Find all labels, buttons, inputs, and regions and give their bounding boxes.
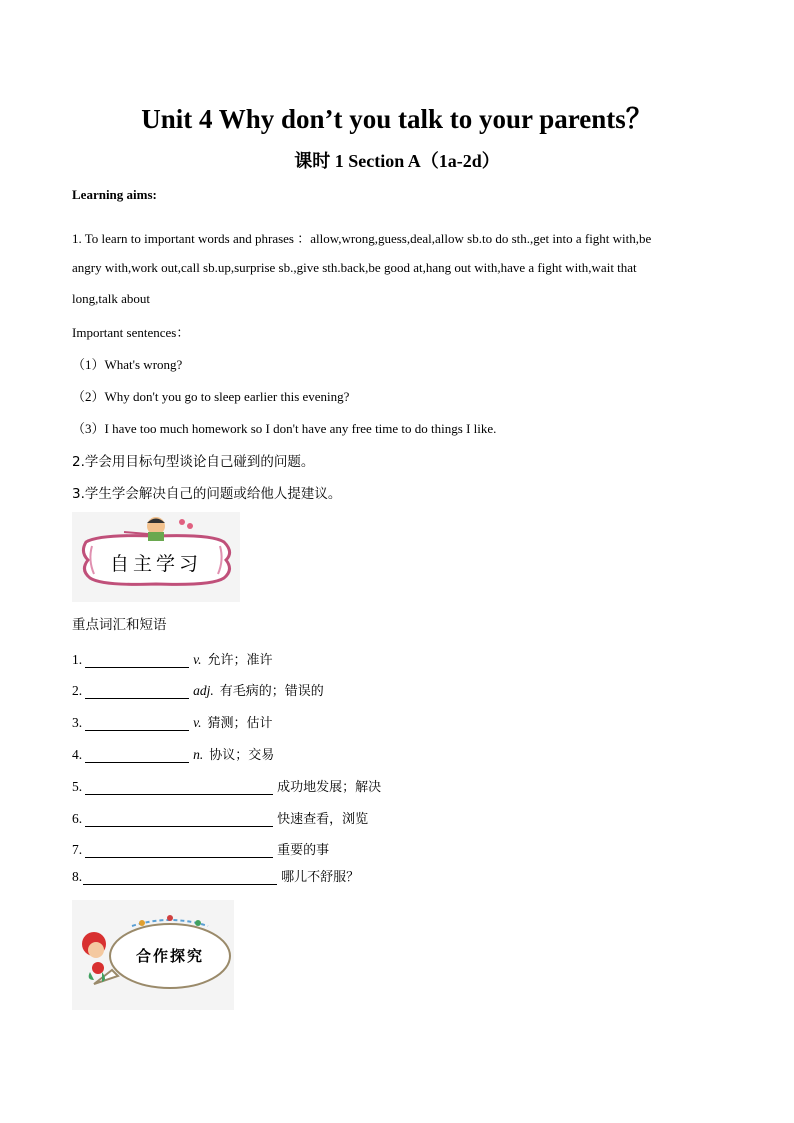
aim-3: 3.学生学会解决自己的问题或给他人提建议。	[72, 486, 342, 502]
aims-heading: Learning aims:	[72, 187, 157, 202]
vocab-row	[72, 744, 274, 763]
vocab-heading: 重点词汇和短语	[72, 617, 167, 633]
aim1-line-3: long,talk about	[72, 291, 150, 306]
important-sentences-label: Important sentences：	[72, 325, 190, 340]
sentence-2: （2）Why don't you go to sleep earlier this evening?	[72, 389, 350, 404]
vocab-gloss: 成功地发展；解决	[277, 780, 382, 795]
vocab-row	[72, 776, 381, 795]
aim1-line-2: angry with,work out,call sb.up,surprise sb.,give sth.back,be good at,hang out with,have a fight with,wait that	[72, 260, 637, 275]
self-study-label: 自主学习	[109, 553, 202, 575]
vocab-number: 7.	[72, 842, 83, 857]
vocab-gloss: 有毛病的；错误的	[219, 684, 324, 699]
self-study-badge	[72, 512, 240, 602]
answer-blank[interactable]	[85, 843, 273, 858]
vocab-gloss: 猜测；估计	[207, 716, 273, 731]
vocab-gloss: 协议；交易	[209, 748, 275, 763]
sentence-3: （3）I have too much homework so I don't have any free time to do things I like.	[72, 421, 497, 436]
answer-blank[interactable]	[85, 812, 273, 827]
vocab-row	[72, 649, 273, 668]
vocab-number: 5.	[72, 779, 83, 794]
vocab-row	[72, 839, 329, 858]
vocab-gloss: 重要的事	[277, 843, 330, 858]
answer-blank[interactable]	[85, 716, 189, 731]
answer-blank[interactable]	[85, 653, 189, 668]
vocab-gloss: 允许；准许	[207, 653, 273, 668]
sentence-1: （1）What's wrong?	[72, 357, 183, 372]
vocab-row	[72, 808, 368, 827]
vocab-gloss: 哪儿不舒服？	[281, 870, 360, 885]
vocab-number: 8.	[72, 869, 83, 884]
answer-blank[interactable]	[83, 870, 277, 885]
page-subtitle: 课时 1 Section A（1a-2d）	[294, 151, 500, 171]
answer-blank[interactable]	[85, 684, 189, 699]
page-title: Unit 4 Why don’t you talk to your parents？	[141, 104, 653, 134]
aim1-line-1: 1. To learn to important words and phrases ：allow,wrong,guess,deal,allow sb.to do sth.,get into a fight with,be	[72, 231, 652, 246]
part-of-speech: v.	[193, 715, 202, 730]
cooperation-badge	[72, 900, 234, 1010]
part-of-speech: v.	[193, 652, 202, 667]
cooperation-label: 合作探究	[135, 947, 204, 965]
vocab-number: 4.	[72, 747, 83, 762]
answer-blank[interactable]	[85, 780, 273, 795]
vocab-row	[72, 712, 273, 731]
vocab-number: 1.	[72, 652, 83, 667]
vocab-number: 3.	[72, 715, 83, 730]
answer-blank[interactable]	[85, 748, 189, 763]
vocab-gloss: 快速查看，浏览	[277, 812, 369, 827]
part-of-speech: adj.	[193, 683, 214, 698]
aim-2: 2.学会用目标句型谈论自己碰到的问题。	[72, 454, 315, 470]
vocab-number: 6.	[72, 811, 83, 826]
vocab-row	[72, 866, 359, 885]
vocab-number: 2.	[72, 683, 83, 698]
part-of-speech: n.	[193, 747, 204, 762]
vocab-row	[72, 680, 324, 699]
